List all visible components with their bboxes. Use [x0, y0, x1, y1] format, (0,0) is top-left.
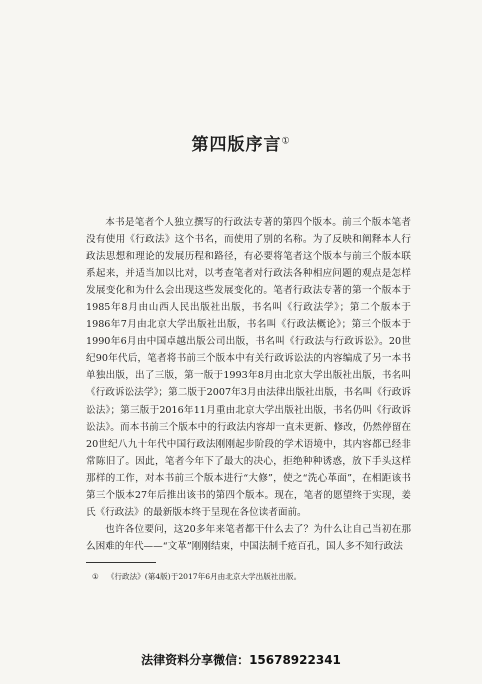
footnote-text: 《行政法》(第4版)于2017年6月由北京大学出版社出版。	[106, 572, 302, 581]
title-footnote-mark: ①	[281, 136, 291, 147]
page-title	[0, 130, 482, 155]
footnote-divider	[86, 562, 156, 563]
title-text: 第四版序言	[191, 135, 282, 155]
paragraph-1: 本书是笔者个人独立撰写的行政法专著的第四个版本。前三个版本笔者没有使用《行政法》这个书名，而使用了别的名称。为了反映和阐释本人行政法思想和理论的发展历程和路径，有必要将笔者这个版本与前三个版本联系起来，并适当加以比对，以考查笔者对行政法各种相应问题的观点是怎样发展变化和为什么会出现这些发展变化的。笔者行政法专著的第一个版本于1985年8月由山西人民出版社出版，书名叫《行政法学》；第二个版本于1986年7月由北京大学出版社出版，书名叫《行政法概论》；第三个版本于1990年6月由中国卓越出版公司出版，书名叫《行政法与行政诉讼》。20世纪90年代后，笔者将书前三个版本中有关行政诉讼法的内容编成了另一本书单独出版，出了三版，第一版于1993年8月由北京大学出版社出版，书名叫《行政诉讼法学》；第二版于2007年3月由法律出版社出版，书名叫《行政诉讼法》；第三版于2016年11月重由北京大学出版社出版，书名仍叫《行政诉讼法》。而本书前三个版本中的行政法内容却一直未更新、修改，仍然停留在20世纪八九十年代中国行政法刚刚起步阶段的学术语境中，其内容都已经非常陈旧了。因此，笔者今年下了最大的决心，拒绝种种诱惑，放下手头这样那样的工作，对本书前三个版本进行“大修”，使之“洗心革面”，在相距该书第三个版本27年后推出该书的第四个版本。现在，笔者的愿望终于实现，姜氏《行政法》的最新版本终于呈现在各位读者面前。	[86, 217, 411, 518]
body-text	[86, 214, 411, 555]
footnote-mark: ①	[92, 572, 99, 581]
paragraph-2: 也许各位要问，这20多年来笔者都干什么去了？为什么让自己当初在那么困难的年代——“文革”刚刚结束，中国法制千疮百孔，国人多不知行政法	[86, 523, 411, 552]
share-banner: 法律资料分享微信：15678922341	[141, 653, 341, 667]
footnote	[92, 571, 422, 582]
